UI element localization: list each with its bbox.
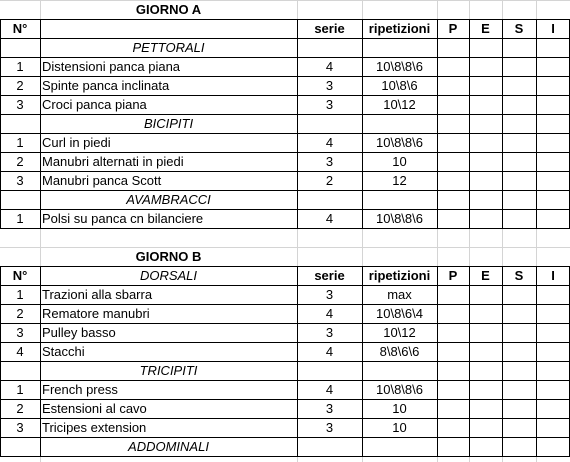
group-label: AVAMBRACCI [126,192,211,207]
exercise-number: 2 [16,401,24,416]
exercise-ripetizioni[interactable]: 10\8\6 [381,78,418,93]
exercise-serie[interactable]: 3 [325,420,334,435]
exercise-serie[interactable]: 3 [325,401,334,416]
table-border-horizontal [0,95,570,96]
header-group-label [40,19,297,38]
exercise-name[interactable]: Spinte panca inclinata [42,78,170,93]
exercise-serie[interactable]: 3 [325,287,334,302]
header-serie: serie [314,268,345,283]
exercise-ripetizioni[interactable]: 10\8\8\6 [376,382,423,397]
exercise-name[interactable]: Estensioni al cavo [42,401,147,416]
exercise-number: 1 [16,59,24,74]
table-border-horizontal [0,418,570,419]
exercise-serie[interactable]: 2 [325,173,334,188]
header-serie: serie [314,21,345,36]
exercise-serie[interactable]: 3 [325,154,334,169]
table-border-vertical [40,19,41,229]
table-border-vertical [0,266,1,457]
header-pesi-p: P [448,21,458,36]
header-num: N° [12,21,28,36]
table-border-horizontal [0,76,570,77]
table-border-horizontal [0,57,570,58]
header-pesi-p: P [448,268,458,283]
table-border-vertical [0,19,1,229]
exercise-number: 3 [16,97,24,112]
table-border-horizontal [0,133,570,134]
header-pesi-e: E [481,268,490,283]
exercise-ripetizioni[interactable]: 10 [392,154,407,169]
table-border-vertical [362,19,363,229]
table-border-vertical [297,266,298,457]
group-label: PETTORALI [132,40,205,55]
exercise-serie[interactable]: 3 [325,78,334,93]
exercise-ripetizioni[interactable]: max [387,287,412,302]
exercise-number: 3 [16,173,24,188]
exercise-name[interactable]: Croci panca piana [42,97,147,112]
exercise-ripetizioni[interactable]: 10 [392,401,407,416]
table-border-vertical [437,266,438,457]
table-border-horizontal [0,285,570,286]
table-border-horizontal [0,437,570,438]
table-border-horizontal [0,266,570,267]
exercise-name[interactable]: Polsi su panca cn bilanciere [42,211,204,226]
exercise-number: 2 [16,78,24,93]
exercise-serie[interactable]: 3 [325,97,334,112]
exercise-name[interactable]: Distensioni panca piana [42,59,181,74]
header-pesi-i: I [551,21,555,36]
exercise-serie[interactable]: 4 [325,382,334,397]
table-border-vertical [502,266,503,457]
table-border-vertical [536,19,537,229]
table-border-vertical [40,266,41,457]
exercise-number: 1 [16,287,24,302]
group-label: BICIPITI [143,116,194,131]
exercise-ripetizioni[interactable]: 10\8\6\4 [376,306,423,321]
table-border-horizontal [0,19,570,20]
exercise-number: 1 [16,211,24,226]
exercise-ripetizioni[interactable]: 10\8\8\6 [376,211,423,226]
header-pesi-e: E [481,21,490,36]
exercise-name[interactable]: Trazioni alla sbarra [42,287,153,302]
exercise-ripetizioni[interactable]: 10\12 [383,97,416,112]
exercise-number: 3 [16,325,24,340]
exercise-ripetizioni[interactable]: 10 [392,420,407,435]
table-border-horizontal [0,190,570,191]
exercise-name[interactable]: French press [42,382,118,397]
table-border-horizontal [0,38,570,39]
table-border-horizontal [0,152,570,153]
table-border-horizontal [0,228,570,229]
exercise-serie[interactable]: 4 [325,344,334,359]
table-border-vertical [437,19,438,229]
exercise-number: 2 [16,306,24,321]
group-label: TRICIPITI [139,363,198,378]
exercise-name[interactable]: Tricipes extension [42,420,147,435]
table-border-vertical [469,266,470,457]
table-border-vertical [469,19,470,229]
header-pesi-s: S [514,21,524,36]
table-border-horizontal [0,399,570,400]
exercise-number: 1 [16,135,24,150]
group-label: ADDOMINALI [128,439,209,454]
header-num: N° [12,268,28,283]
exercise-serie[interactable]: 4 [325,211,334,226]
header-pesi-i: I [551,268,555,283]
header-pesi-s: S [514,268,524,283]
exercise-serie[interactable]: 4 [325,59,334,74]
section-title: GIORNO B [135,249,202,264]
exercise-ripetizioni[interactable]: 10\8\8\6 [376,59,423,74]
exercise-ripetizioni[interactable]: 12 [392,173,407,188]
table-border-horizontal [0,323,570,324]
table-border-horizontal [0,171,570,172]
table-border-vertical [362,266,363,457]
header-group-label: DORSALI [139,268,198,283]
table-border-horizontal [0,209,570,210]
exercise-name[interactable]: Curl in piedi [42,135,111,150]
exercise-number: 3 [16,420,24,435]
exercise-serie[interactable]: 3 [325,325,334,340]
exercise-ripetizioni[interactable]: 10\12 [383,325,416,340]
table-border-horizontal [0,380,570,381]
table-border-vertical [502,19,503,229]
exercise-name[interactable]: Stacchi [42,344,85,359]
exercise-number: 2 [16,154,24,169]
exercise-serie[interactable]: 4 [325,135,334,150]
exercise-name[interactable]: Pulley basso [42,325,116,340]
exercise-name[interactable]: Manubri panca Scott [42,173,162,188]
table-border-vertical [536,266,537,457]
table-border-horizontal [0,361,570,362]
exercise-name[interactable]: Rematore manubri [42,306,150,321]
table-border-vertical [297,19,298,229]
exercise-serie[interactable]: 4 [325,306,334,321]
exercise-ripetizioni[interactable]: 10\8\8\6 [376,135,423,150]
table-border-horizontal [0,304,570,305]
table-border-horizontal [0,342,570,343]
table-border-horizontal [0,456,570,457]
exercise-name[interactable]: Manubri alternati in piedi [42,154,184,169]
section-title: GIORNO A [135,2,202,17]
header-ripetizioni: ripetizioni [368,268,431,283]
header-ripetizioni: ripetizioni [368,21,431,36]
exercise-ripetizioni[interactable]: 8\8\6\6 [379,344,420,359]
exercise-number: 4 [16,344,24,359]
table-border-horizontal [0,114,570,115]
exercise-number: 1 [16,382,24,397]
